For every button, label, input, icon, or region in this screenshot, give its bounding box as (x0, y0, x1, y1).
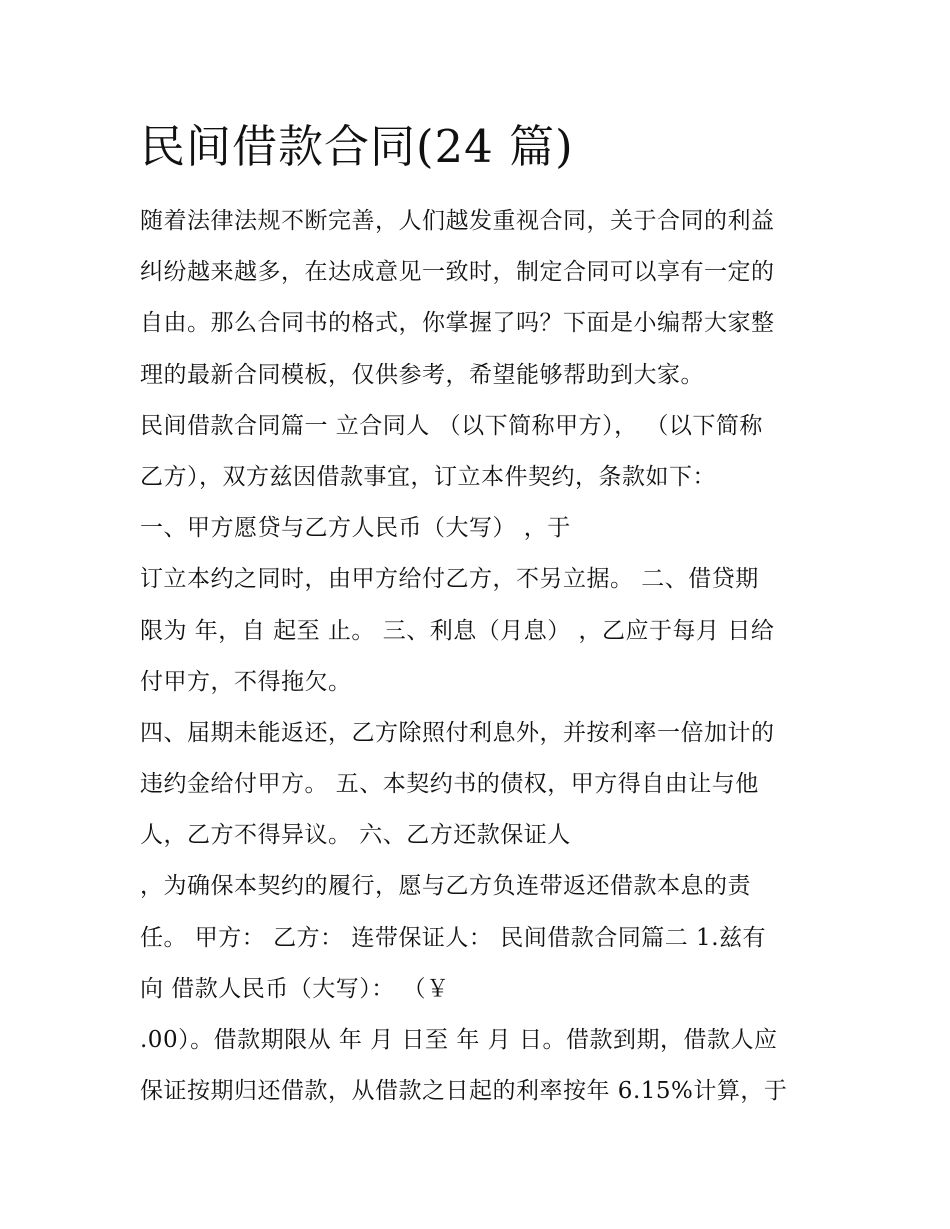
text-line: 限为 年，自 起至 止。 三、利息（月息） ，乙应于每月 日给 (140, 617, 775, 644)
text-line: 自由。那么合同书的格式，你掌握了吗？下面是小编帮大家整 (140, 310, 775, 337)
text-line: 乙方），双方兹因借款事宜，订立本件契约，条款如下： (140, 463, 716, 490)
document-body (140, 196, 820, 1117)
text-line: 理的最新合同模板，仅供参考，希望能够帮助到大家。 (140, 361, 704, 388)
page-title: 民间借款合同(24 篇) (140, 120, 574, 173)
text-line: 四、届期未能返还，乙方除照付利息外，并按利率一倍加计的 (140, 719, 775, 746)
text-line: ，为确保本契约的履行，愿与乙方负连带返还借款本息的责 (140, 873, 751, 900)
text-line: 违约金给付甲方。 五、本契约书的债权，甲方得自由让与他 (140, 771, 759, 798)
text-line: 向 借款人民币（大写）： （￥ (140, 975, 450, 1002)
text-line: 纠纷越来越多，在达成意见一致时，制定合同可以享有一定的 (140, 259, 775, 286)
text-line: 订立本约之同时，由甲方给付乙方，不另立据。 二、借贷期 (140, 566, 759, 593)
text-line: 付甲方，不得拖欠。 (140, 668, 352, 695)
text-line: 任。 甲方： 乙方： 连带保证人： 民间借款合同篇二 1.兹有 (140, 924, 766, 951)
text-line: 人，乙方不得异议。 六、乙方还款保证人 (140, 822, 571, 849)
text-line: 一、甲方愿贷与乙方人民币（大写） ，于 (140, 515, 571, 542)
text-line: 保证按期归还借款，从借款之日起的利率按年 6.15%计算，于 (140, 1078, 788, 1105)
text-line: 随着法律法规不断完善，人们越发重视合同，关于合同的利益 (140, 208, 775, 234)
text-line: .00）。借款期限从 年 月 日至 年 月 日。借款到期，借款人应 (140, 1027, 778, 1053)
text-line: 民间借款合同篇一 立合同人 （以下简称甲方）， （以下简称 (140, 412, 763, 439)
